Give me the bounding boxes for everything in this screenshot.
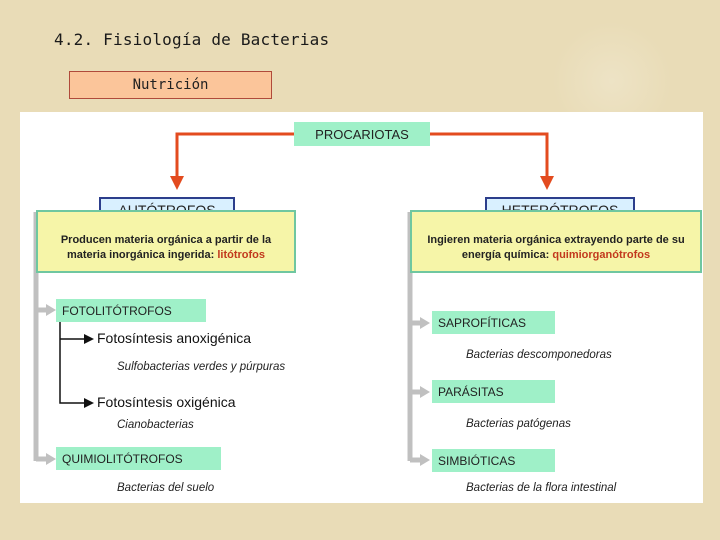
saprofiticas-note: Bacterias descomponedoras: [466, 349, 612, 361]
quimiolitotrofos-note: Bacterias del suelo: [117, 482, 215, 494]
section-tab-label: Nutrición: [132, 77, 209, 93]
fotosintesis-oxigenica-label: Fotosíntesis oxigénica: [97, 394, 236, 410]
autotrofos-description: [36, 210, 296, 273]
arrow-head-right-icon: [540, 176, 554, 190]
saprofiticas-box: [432, 311, 555, 334]
root-arrow-right: [430, 134, 547, 180]
gray-arrow-foto-icon: [46, 304, 56, 316]
section-tab: [69, 71, 272, 99]
foto-branch-lines: [60, 322, 86, 403]
gray-arrow-para-icon: [420, 386, 430, 398]
simbioticas-note: Bacterias de la flora intestinal: [466, 482, 617, 494]
heterotrofos-desc-text: Ingieren materia orgánica extrayendo parte de su energía química:: [427, 233, 685, 261]
fotolitotrofos-box: [56, 299, 206, 322]
gray-arrow-sapro-icon: [420, 317, 430, 329]
fotosintesis-anoxigenica-note: Sulfobacterias verdes y púrpuras: [117, 361, 286, 373]
fotosintesis-oxigenica-note: Cianobacterias: [117, 419, 194, 431]
simbioticas-box: [432, 449, 555, 472]
heterotrofos-desc-term: quimiorganótrofos: [552, 248, 651, 261]
page-title: 4.2. Fisiología de Bacterias: [54, 30, 330, 49]
autotrofos-desc-text: Producen materia orgánica a partir de la materia inorgánica ingerida:: [60, 233, 272, 261]
fotosintesis-anoxigenica-label: Fotosíntesis anoxigénica: [97, 330, 252, 346]
simbioticas-label: SIMBIÓTICAS: [438, 453, 516, 468]
quimiolitotrofos-label: QUIMIOLITÓTROFOS: [62, 451, 183, 466]
fotolitotrofos-label: FOTOLITÓTROFOS: [62, 303, 172, 318]
root-label: PROCARIOTAS: [315, 126, 409, 142]
quimiolitotrofos-box: [56, 447, 221, 470]
diagram-panel: [20, 112, 703, 503]
saprofiticas-label: SAPROFÍTICAS: [438, 315, 527, 330]
parasitas-note: Bacterias patógenas: [466, 418, 571, 430]
root-arrow-left: [177, 134, 294, 180]
parasitas-box: [432, 380, 555, 403]
parasitas-label: PARÁSITAS: [438, 384, 504, 399]
gray-arrow-quimio-icon: [46, 453, 56, 465]
branch-arrow-anox-icon: [84, 334, 94, 344]
branch-arrow-oxig-icon: [84, 398, 94, 408]
gray-arrow-simbio-icon: [420, 454, 430, 466]
autotrofos-desc-term: litótrofos: [217, 248, 266, 261]
heterotrofos-description: [410, 210, 702, 273]
arrow-head-left-icon: [170, 176, 184, 190]
root-box: [294, 122, 430, 146]
